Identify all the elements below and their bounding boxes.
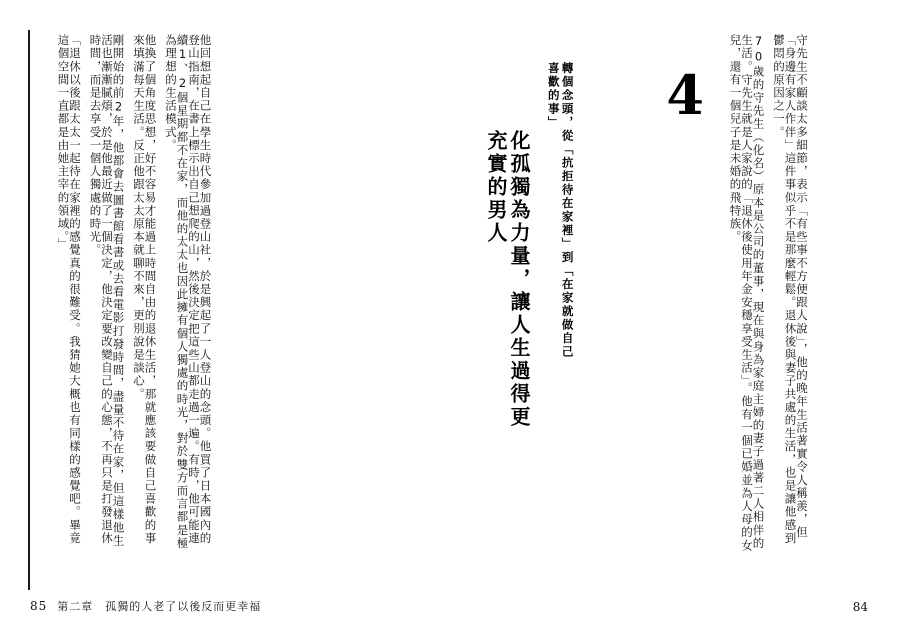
body-column: 「退休以後跟太太一起待在家裡的感覺真的很難受。我猜她大概也有同樣的感覺吧。畢竟這個空間一直都是由她主宰的領域。」 <box>56 34 82 545</box>
body-column: 70歲的守先生（化名）原本是公司的董事，現在與身為家庭主婦的妻子過著二人相伴的生活。守先生就是人家說的「退休後使用年金安穩享受生活」。他有一個已婚並為人母的女兒，還有一個兒子是未婚的飛特族。 <box>728 34 766 553</box>
right-page-footer <box>853 600 868 614</box>
page-subtitle: 轉個念頭，從「抗拒待在家裡」到「在家就做自己喜歡的事」 <box>546 62 575 359</box>
right-page-body <box>720 34 807 554</box>
body-column: 剛開始的前2年，他都會去圖書館看書或去看電影打發時間，盡量不待在家，但這樣他生活也漸漸膩煩，於是他最近做了一個決定，他決定要改變自己的心態，不再只是打發退休時間，而是去享受一個人獨處的時光。 <box>88 34 126 548</box>
folio-left: 85 <box>30 599 48 613</box>
body-column: 守先生不顧談太多細節，表示「有些事不方便跟人說」，他的晚年生活著實令人稱羨，但「身邊有家人作伴」這件事似乎不是那麼輕鬆。退休後與妻子共處的生活，也是讓他感到鬱悶的原因之一。 <box>772 34 809 545</box>
page-title: 化孤獨為力量，讓人生過得更充實的男人 <box>484 130 531 429</box>
left-page <box>48 34 448 554</box>
spine-rule <box>28 30 30 590</box>
body-column: 他回想起自己在學生時代參加過登山社，於是興起了一人登山的念頭。他買了日本國內的登山指南，在書上標示出自己想爬的山，然後決定把這些山都走過一遍。有時，他可能連續1、2個星期都不在家，而他的太太也因此擁有個人獨處的時光，對於雙方而言都是極為理想的生活模式。 <box>164 34 213 550</box>
spread-content <box>40 34 870 554</box>
running-head: 第二章 孤獨的人老了以後反而更幸福 <box>57 600 262 613</box>
right-page <box>470 34 870 554</box>
folio-right: 84 <box>852 600 868 614</box>
chapter-number: 4 <box>666 63 704 127</box>
chapter-opener <box>470 34 720 554</box>
body-column: 他換了個角度思想，好不容易才能過上時間自由的退休生活，那就應該要做自己喜歡的事來填滿每天生活。反正他跟太太原本就聊不來，更別說是談心。 <box>132 34 158 545</box>
left-page-footer <box>30 598 261 614</box>
